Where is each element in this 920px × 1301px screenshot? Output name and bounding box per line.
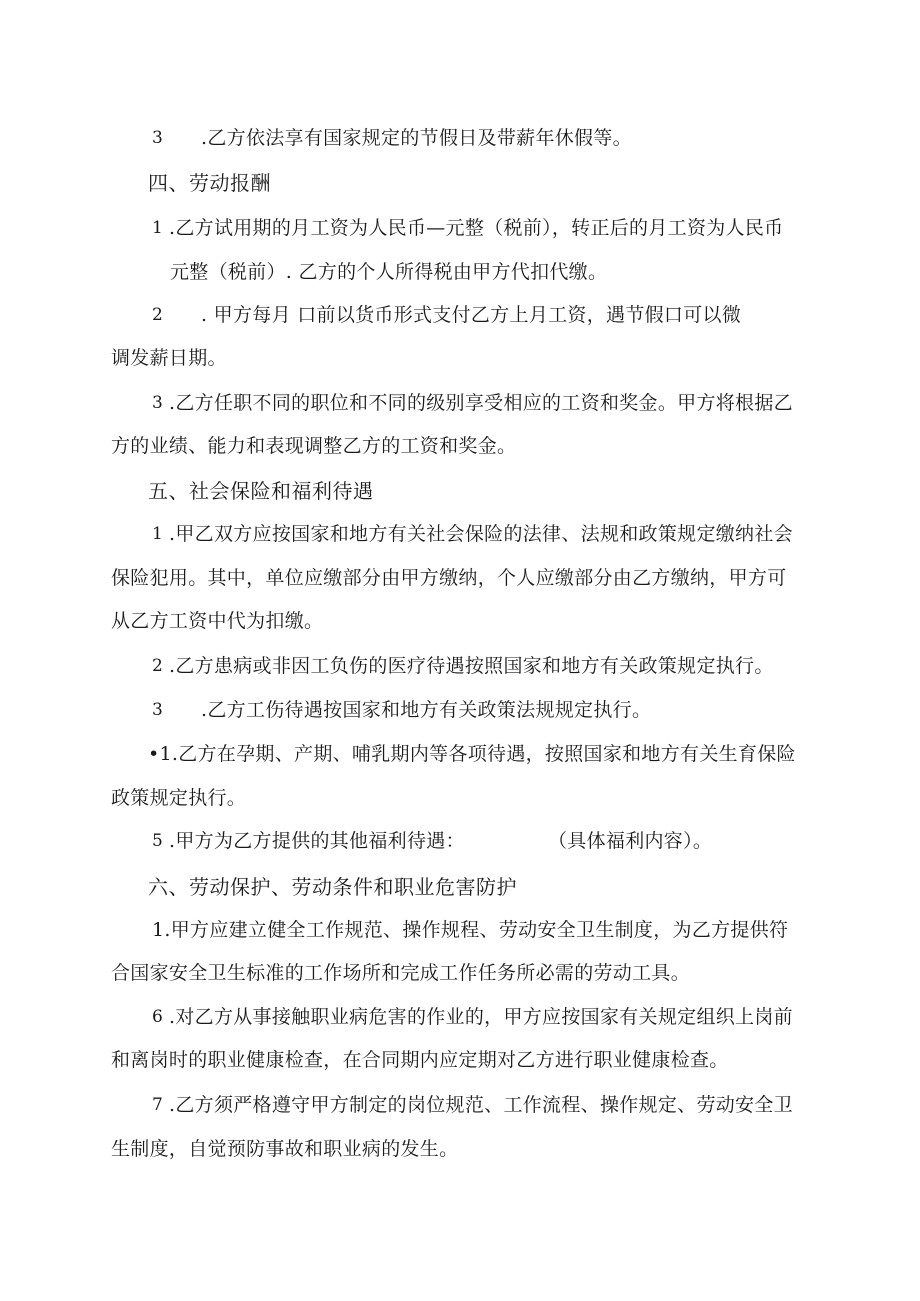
paragraph-line: 1.甲方应建立健全工作规范、操作规程、劳动安全卫生制度，为乙方提供符 <box>152 919 789 941</box>
paragraph-line: .乙方须严格遵守甲方制定的岗位规范、工作流程、操作规定、劳动安全卫 <box>169 1094 793 1116</box>
paragraph-line: 调发薪日期。 <box>111 347 227 369</box>
paragraph-line: .甲方为乙方提供的其他福利待遇： <box>169 830 465 852</box>
paragraph-line: 元整（税前）. 乙方的个人所得税由甲方代扣代缴。 <box>170 261 608 283</box>
list-number: 2 <box>152 305 163 325</box>
paragraph-line: .甲乙双方应按国家和地方有关社会保险的法律、法规和政策规定缴纳社会 <box>169 523 793 545</box>
list-number: 7 <box>152 1095 163 1115</box>
list-number: 6 <box>152 1007 163 1027</box>
list-number: 2 <box>152 656 163 676</box>
paragraph-line: .乙方任职不同的职位和不同的级别享受相应的工资和奖金。甲方将根据乙 <box>169 392 793 414</box>
list-number: 5 <box>152 831 163 851</box>
paragraph-line: .乙方工伤待遇按国家和地方有关政策法规规定执行。 <box>201 699 652 721</box>
paragraph-line: .乙方依法享有国家规定的节假日及带薪年休假等。 <box>201 127 632 149</box>
paragraph-line: 保险犯用。其中，单位应缴部分由甲方缴纳，个人应缴部分由乙方缴纳，甲方可 <box>111 567 787 589</box>
section-heading: 六、劳动保护、劳动条件和职业危害防护 <box>148 875 517 899</box>
list-number: 1 <box>152 218 163 238</box>
section-heading: 五、社会保险和福利待遇 <box>148 479 374 503</box>
paragraph-line: 合国家安全卫生标准的工作场所和完成工作任务所必需的劳动工具。 <box>111 962 691 984</box>
paragraph-line: .对乙方从事接触职业病危害的作业的，甲方应按国家有关规定组织上岗前 <box>169 1006 793 1028</box>
list-number: 3 <box>152 128 163 148</box>
paragraph-line: 和离岗时的职业健康检查，在合同期内应定期对乙方进行职业健康检查。 <box>111 1049 729 1071</box>
paragraph-line: . 甲方每月 口前以货币形式支付乙方上月工资，遇节假口可以微 <box>201 304 742 326</box>
paragraph-line: 方的业绩、能力和表现调整乙方的工资和奖金。 <box>111 435 517 457</box>
paragraph-line: .乙方患病或非因工负伤的医疗待遇按照国家和地方有关政策规定执行。 <box>169 655 774 677</box>
paragraph-line: （具体福利内容）。 <box>548 830 713 852</box>
paragraph-line: 政策规定执行。 <box>111 787 247 809</box>
list-number: 3 <box>152 393 163 413</box>
section-heading: 四、劳动报酬 <box>148 171 271 195</box>
paragraph-line: .乙方试用期的月工资为人民币—元整（税前），转正后的月工资为人民币 <box>169 217 784 239</box>
list-number: 1 <box>152 524 163 544</box>
paragraph-line: •1.乙方在孕期、产期、哺乳期内等各项待遇，按照国家和地方有关生育保险 <box>148 743 796 765</box>
paragraph-line: 从乙方工资中代为扣缴。 <box>111 610 324 632</box>
paragraph-line: 生制度，自觉预防事故和职业病的发生。 <box>111 1138 459 1160</box>
list-number: 3 <box>152 700 163 720</box>
